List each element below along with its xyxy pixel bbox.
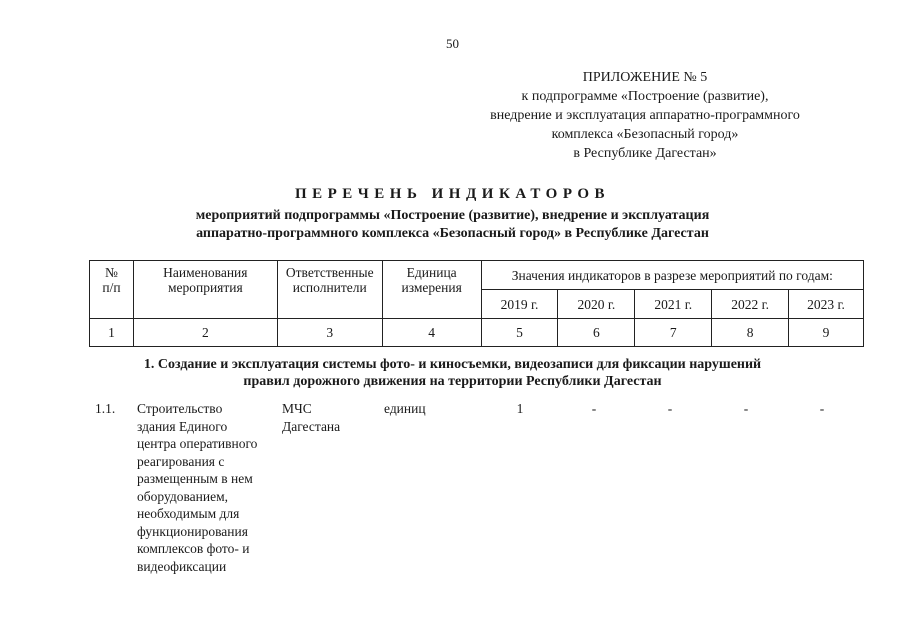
section-heading-line: 1. Создание и эксплуатация системы фото- и киносъемки, видеозаписи для фиксации нарушений <box>143 357 762 372</box>
header-year: 2021 г. <box>635 290 712 319</box>
page-number: 50 <box>446 36 459 51</box>
appendix-block <box>430 68 860 163</box>
header-year: 2022 г. <box>712 290 789 319</box>
subtitle-line: аппаратно-программного комплекса «Безопасный город» в Республике Дагестан <box>196 226 709 241</box>
subtitle-line: мероприятий подпрограммы «Построение (развитие), внедрение и эксплуатация <box>195 208 710 223</box>
header-year: 2023 г. <box>789 290 864 319</box>
row-unit: единиц <box>384 401 426 416</box>
column-number: 1 <box>90 319 134 347</box>
appendix-line: внедрение и эксплуатация аппаратно-программного <box>490 108 800 123</box>
column-number: 2 <box>133 319 277 347</box>
indicators-table-header <box>89 260 864 347</box>
appendix-line: к подпрограмме «Построение (развитие), <box>521 89 769 104</box>
column-number: 4 <box>382 319 481 347</box>
column-number: 5 <box>481 319 558 347</box>
header-name: Наименования мероприятия <box>133 261 277 319</box>
row-value-2023: - <box>819 401 825 416</box>
document-title: ПЕРЕЧЕНЬ ИНДИКАТОРОВ <box>294 186 611 202</box>
appendix-line: в Республике Дагестан» <box>573 146 717 161</box>
header-num: № п/п <box>90 261 134 319</box>
section-heading <box>0 356 905 390</box>
row-value-2019: 1 <box>516 401 524 416</box>
section-heading-line: правил дорожного движения на территории Республики Дагестан <box>243 374 662 389</box>
appendix-line: комплекса «Безопасный город» <box>551 127 739 142</box>
column-number: 3 <box>277 319 382 347</box>
appendix-line: ПРИЛОЖЕНИЕ № 5 <box>582 70 708 85</box>
header-values-group: Значения индикаторов в разрезе мероприятий по годам: <box>481 261 863 290</box>
row-number: 1.1. <box>95 401 116 416</box>
column-number: 6 <box>558 319 635 347</box>
column-number: 8 <box>712 319 789 347</box>
row-value-2021: - <box>667 401 673 416</box>
row-value-2020: - <box>591 401 597 416</box>
header-unit: Единица измерения <box>382 261 481 319</box>
header-executors: Ответственные исполнители <box>277 261 382 319</box>
column-number: 7 <box>635 319 712 347</box>
header-year: 2019 г. <box>481 290 558 319</box>
column-number: 9 <box>789 319 864 347</box>
document-subtitle <box>0 207 905 243</box>
row-value-2022: - <box>743 401 749 416</box>
header-year: 2020 г. <box>558 290 635 319</box>
